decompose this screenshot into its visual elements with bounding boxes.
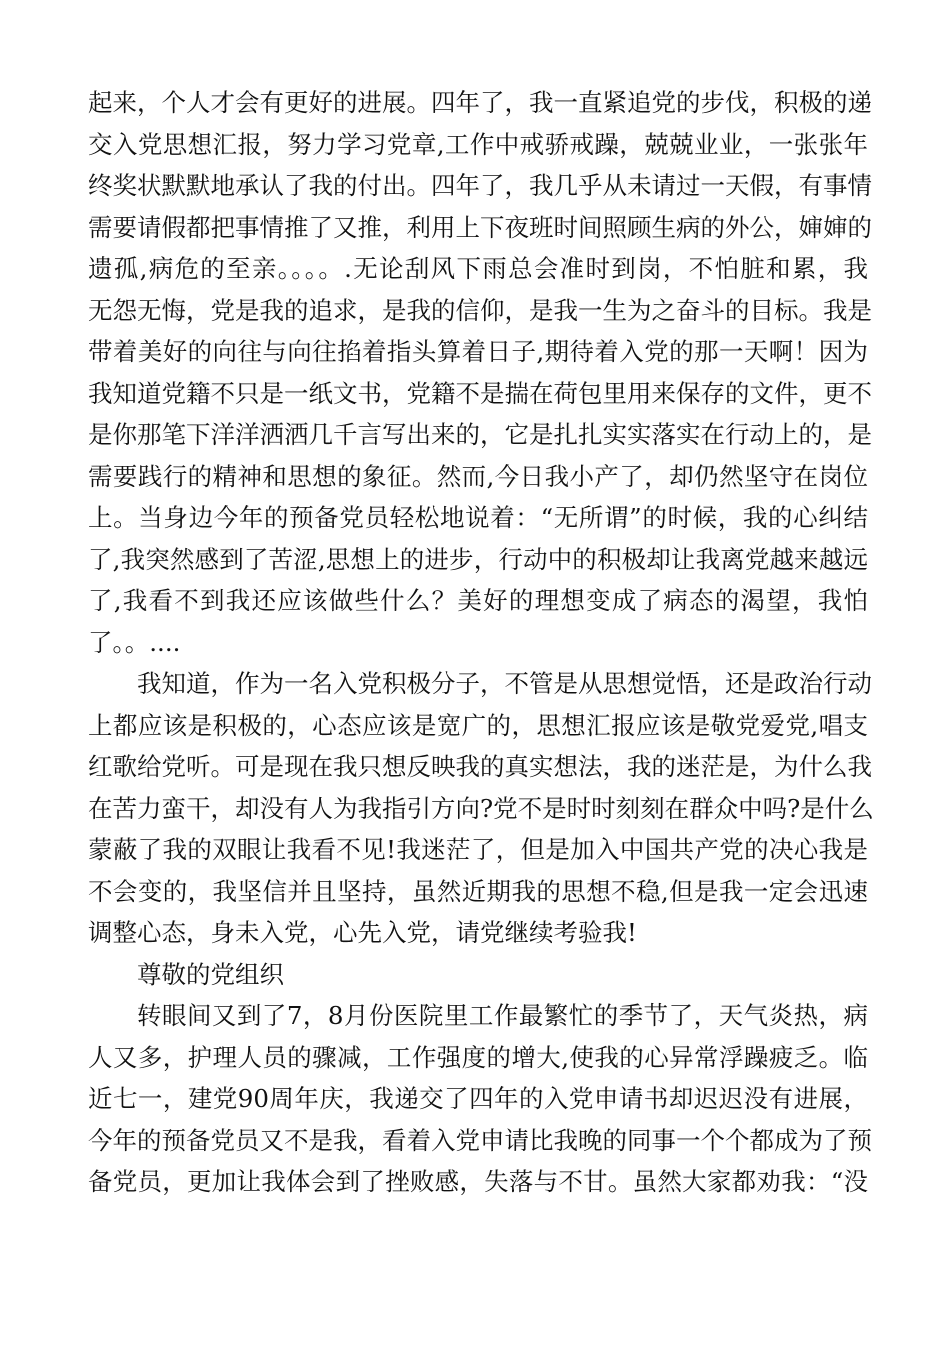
text-line: 转眼间又到了7，8月份医院里工作最繁忙的季节了，天气炎热，病 [137,1001,868,1030]
text-line: 今年的预备党员又不是我，看着入党申请比我晚的同事一个个都成为了预 [88,1125,872,1155]
paragraph [88,82,872,663]
text-line: 了,我看不到我还应该做些什么？美好的理想变成了病态的渴望，我怕 [88,586,868,615]
paragraph [88,995,872,1203]
text-line: 了。。.... [88,627,181,657]
text-line: 上都应该是积极的，心态应该是宽广的，思想汇报应该是敬党爱党,唱支 [88,710,868,740]
text-line: 不会变的，我坚信并且坚持，虽然近期我的思想不稳,但是我一定会迅速 [88,876,868,906]
text-line: 无怨无悔，党是我的追求，是我的信仰，是我一生为之奋斗的目标。我是 [88,295,872,325]
salutation [88,954,868,996]
text-line: 备党员，更加让我体会到了挫败感，失落与不甘。虽然大家都劝我：“没 [88,1167,868,1196]
text-line: 需要践行的精神和思想的象征。然而,今日我小产了，却仍然坚守在岗位 [88,461,868,491]
text-line: 近七一，建党90周年庆，我递交了四年的入党申请书却迟迟没有进展， [88,1084,868,1113]
text-line: 我知道，作为一名入党积极分子，不管是从思想觉悟，还是政治行动 [137,669,872,698]
text-line: 交入党思想汇报，努力学习党章,工作中戒骄戒躁，兢兢业业，一张张年 [88,129,868,159]
text-line: 蒙蔽了我的双眼让我看不见!我迷茫了，但是加入中国共产党的决心我是 [88,835,868,864]
text-line: 终奖状默默地承认了我的付出。四年了，我几乎从未请过一天假，有事情 [88,171,872,200]
text-line: 起来，个人才会有更好的进展。四年了，我一直紧追党的步伐，积极的递 [88,88,872,117]
text-line: 调整心态，身未入党，心先入党，请党继续考验我! [88,918,637,947]
paragraph [88,663,874,954]
text-line: 上。当身边今年的预备党员轻松地说着：“无所谓”的时候，我的心纠结 [88,503,868,532]
text-line: 人又多，护理人员的骤减，工作强度的增大,使我的心异常浮躁疲乏。临 [88,1042,868,1072]
text-line: 红歌给党听。可是现在我只想反映我的真实想法，我的迷茫是，为什么我 [88,752,872,781]
salutation-line: 尊敬的党组织 [137,959,284,989]
document-body [88,82,874,1203]
text-line: 遗孤,病危的至亲。。。。.无论刮风下雨总会准时到岗，不怕脏和累，我 [88,254,868,283]
text-line: 我知道党籍不只是一纸文书，党籍不是揣在荷包里用来保存的文件，更不 [88,378,872,408]
text-line: 需要请假都把事情推了又推，利用上下夜班时间照顾生病的外公，婶婶的 [88,212,872,242]
text-line: 了,我突然感到了苦涩,思想上的进步，行动中的积极却让我离党越来越远 [88,544,868,574]
text-line: 在苦力蛮干，却没有人为我指引方向?党不是时时刻刻在群众中吗?是什么 [88,793,874,823]
text-line: 带着美好的向往与向往掐着指头算着日子,期待着入党的那一天啊！因为 [88,337,868,366]
text-line: 是你那笔下洋洋洒洒几千言写出来的，它是扎扎实实落实在行动上的，是 [88,420,872,449]
